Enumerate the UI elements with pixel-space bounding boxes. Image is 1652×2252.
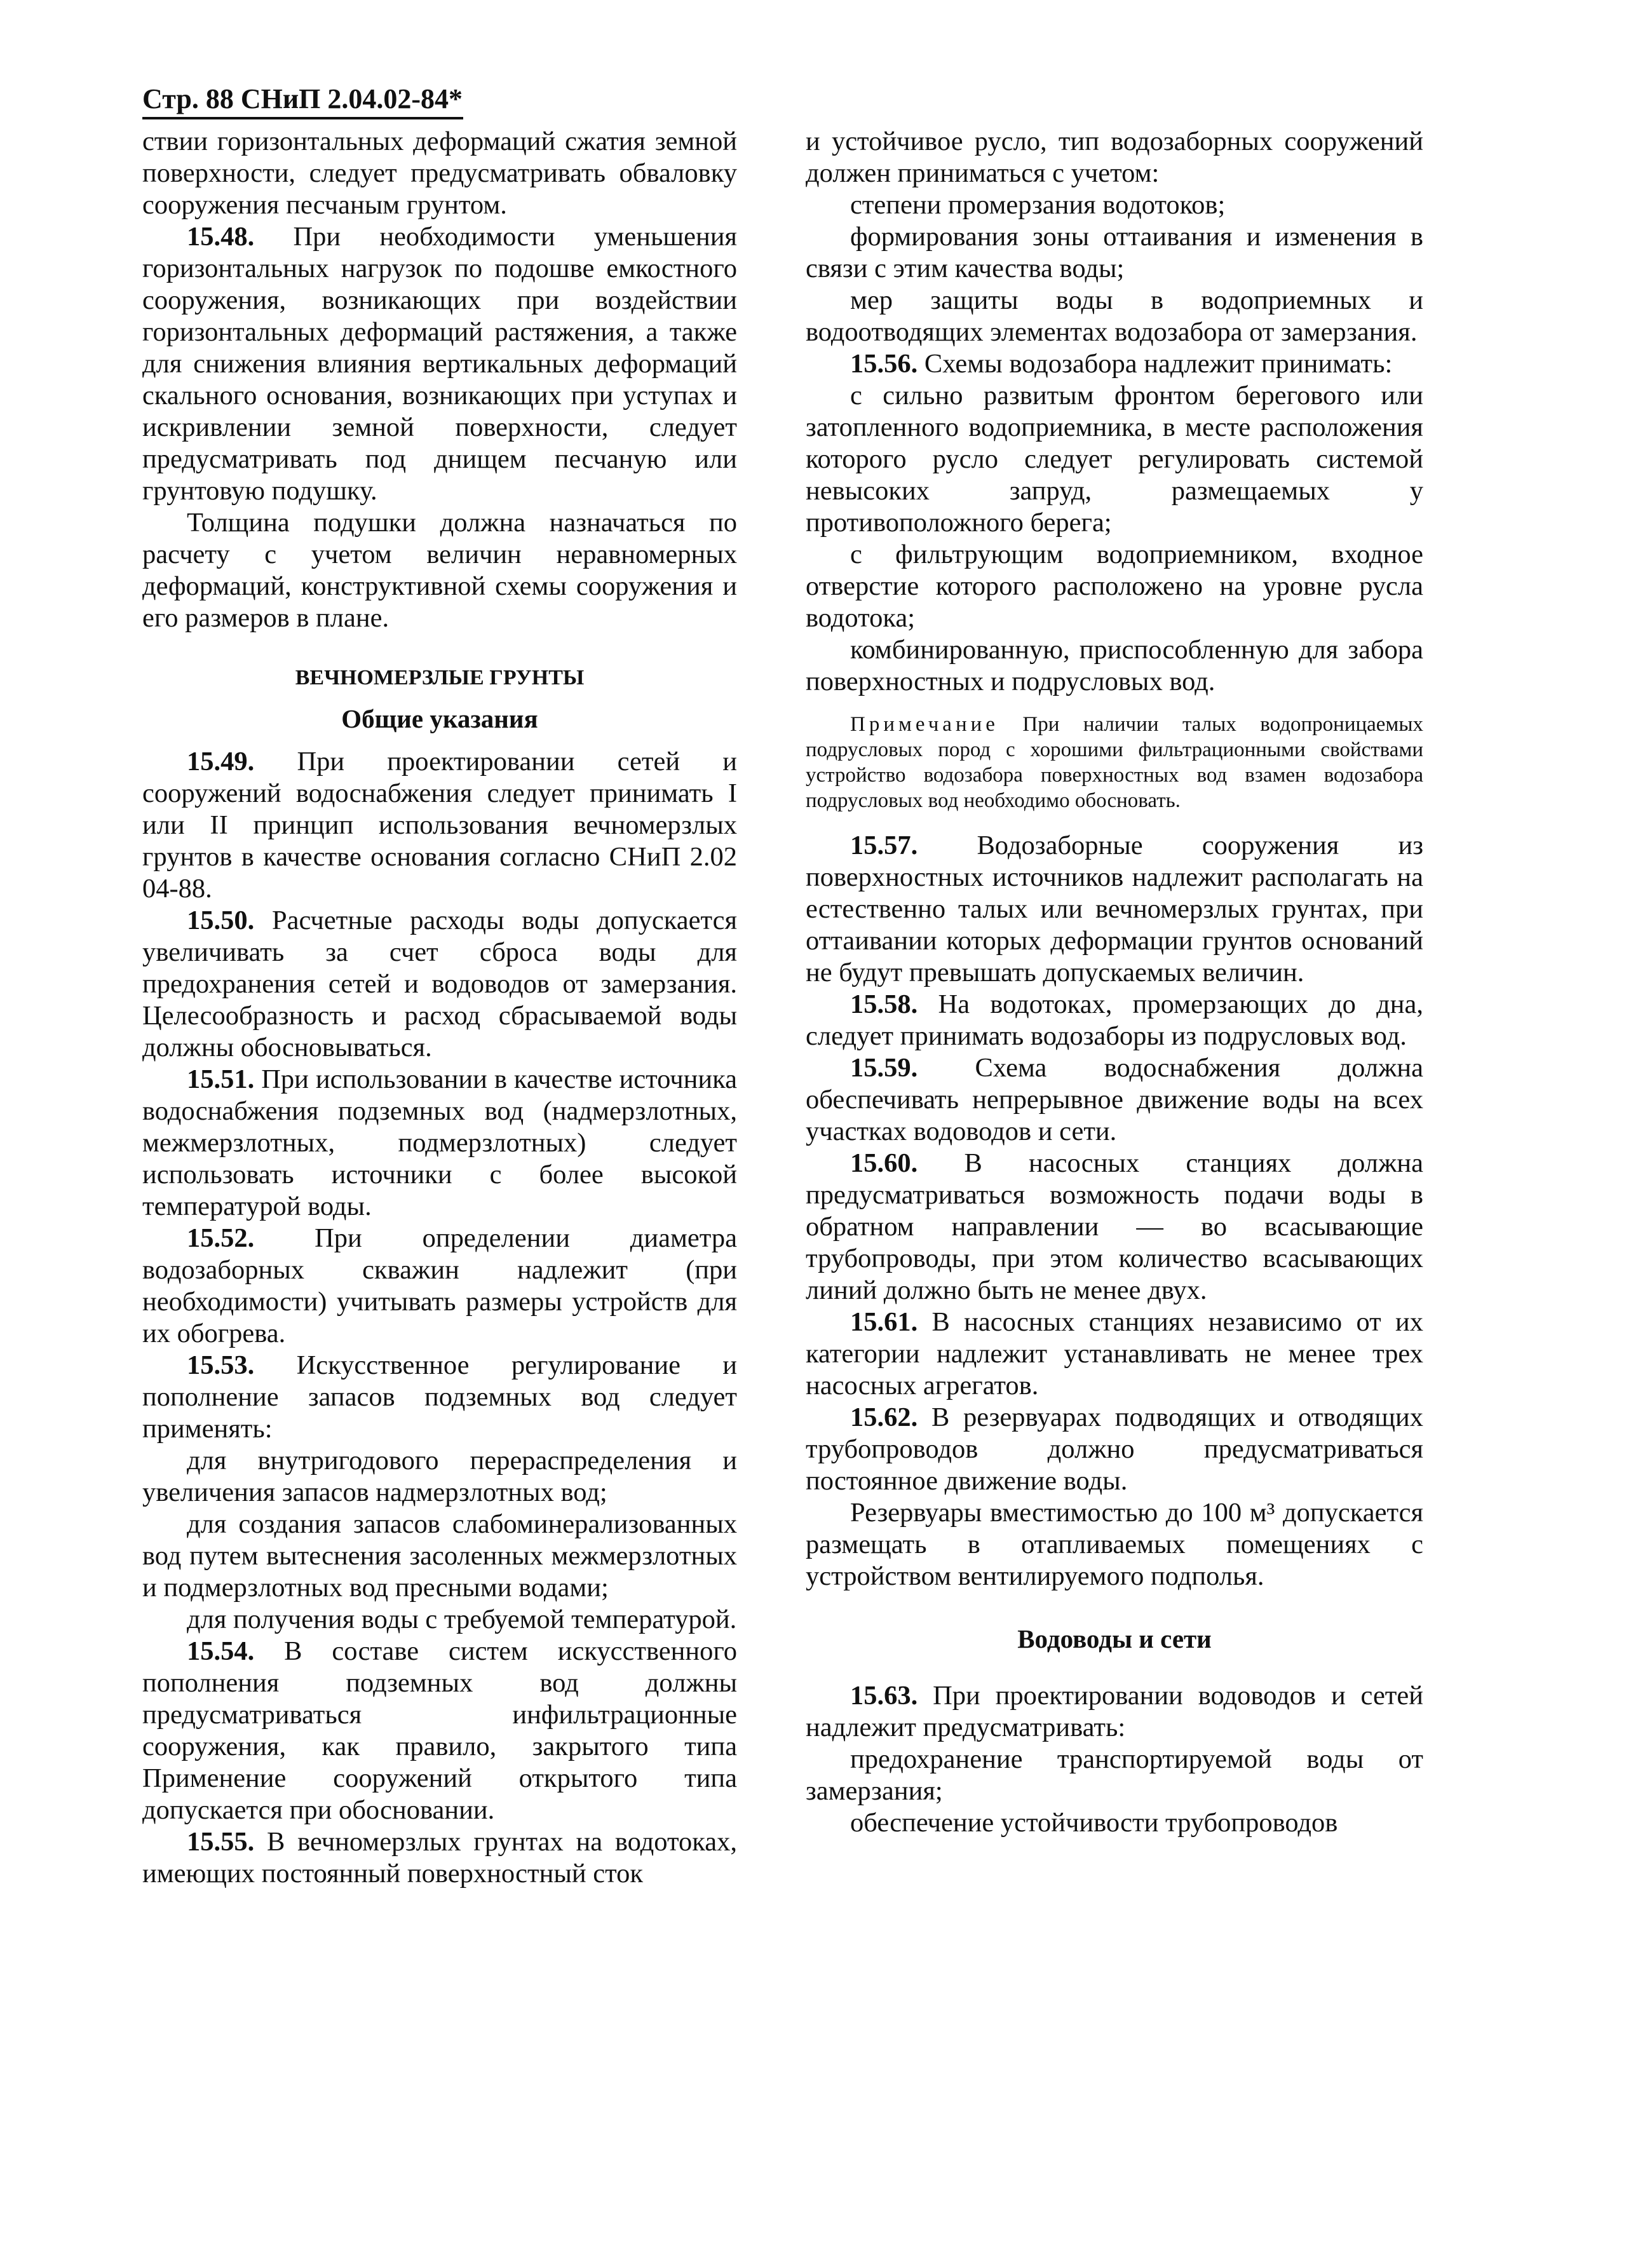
clause-text: При проектировании водоводов и сетей надлежит предусматривать: [806,1681,1423,1742]
list-item: для создания запасов слабоминерализованных вод путем вытеснения засоленных межмерзлотных и подмерзлотных вод пресными водами; [142,1509,737,1603]
clause-number: 15.49. [187,747,255,777]
clause-15-61 [806,1306,1423,1402]
clause-15-57 [806,830,1423,989]
clause-text: В составе систем искусственного пополнения подземных вод должны предусматриваться инфильтрационные сооружения, как правило, закрытого типа Применение сооружений открытого типа допускается при обосновании. [142,1636,737,1825]
clause-number: 15.55. [187,1827,255,1857]
note-label: Примечание [850,713,999,736]
clause-15-49 [142,746,737,905]
list-item: формирования зоны оттаивания и изменения в связи с этим качества воды; [806,222,1423,283]
list-item: для получения воды с требуемой температурой. [187,1604,737,1634]
clause-number: 15.61. [850,1307,918,1337]
list-item: предохранение транспортируемой воды от замерзания; [806,1744,1423,1806]
list-item: мер защиты воды в водоприемных и водоотводящих элементах водозабора от замерзания. [806,285,1423,347]
paragraph: и устойчивое русло, тип водозаборных сооружений должен приниматься с учетом: [806,126,1423,188]
clause-number: 15.54. [187,1636,255,1666]
subsection-title: Водоводы и сети [1017,1624,1212,1653]
paragraph: Резервуары вместимостью до 100 м³ допускается размещать в отапливаемых помещениях с устройством вентилируемого подполья. [806,1498,1423,1591]
clause-text: Водозаборные сооружения из поверхностных источников надлежит располагать на естественно талых или вечномерзлых грунтах, при оттаивании которых деформации грунтов оснований не будут превышать допускаемых величин. [806,831,1423,987]
clause-15-58 [806,989,1423,1052]
clause-text: При проектировании сетей и сооружений водоснабжения следует принимать I или II принцип использования вечномерзлых грунтов в качестве основания согласно СНиП 2.02 04-88. [142,747,737,904]
clause-number: 15.52. [187,1223,255,1253]
paragraph: Толщина подушки должна назначаться по расчету с учетом величин неравномерных деформаций, конструктивной схемы сооружения и его размеров в плане. [142,508,737,633]
clause-number: 15.62. [850,1402,918,1432]
clause-15-53 [142,1350,737,1445]
list-item: с сильно развитым фронтом берегового или затопленного водоприемника, в месте расположения которого русло следует регулировать системой невысоких запруд, размещаемых у противоположного берега; [806,381,1423,538]
clause-number: 15.58. [850,989,918,1019]
clause-text: Схемы водозабора надлежит принимать: [917,349,1393,379]
left-column [142,126,737,1890]
clause-15-54 [142,1636,737,1826]
clause-15-50 [142,905,737,1064]
section-title: ВЕЧНОМЕРЗЛЫЕ ГРУНТЫ [295,666,585,689]
clause-15-52 [142,1223,737,1350]
subsection-title: Общие указания [341,704,538,733]
clause-number: 15.51. [187,1064,255,1094]
paragraph: ствии горизонтальных деформаций сжатия земной поверхности, следует предусматривать обваловку сооружения песчаным грунтом. [142,126,737,220]
clause-text: В вечномерзлых грунтах на водотоках, имеющих постоянный поверхностный сток [142,1827,737,1889]
clause-number: 15.56. [850,349,918,379]
list-item: для внутригодового перераспределения и увеличения запасов надмерзлотных вод; [142,1446,737,1507]
list-item: комбинированную, приспособленную для забора поверхностных и подрусловых вод. [806,635,1423,696]
clause-15-48 [142,221,737,507]
clause-15-60 [806,1148,1423,1306]
list-item: степени промерзания водотоков; [850,190,1226,220]
right-column [806,126,1423,1839]
clause-text: В резервуарах подводящих и отводящих трубопроводов должно предусматриваться постоянное движение воды. [806,1402,1423,1496]
list-item: с фильтрующим водоприемником, входное отверстие которого расположено на уровне русла водотока; [806,539,1423,633]
list-item: обеспечение устойчивости трубопроводов [850,1808,1338,1838]
note-text: При наличии талых водопроницаемых подрусловых пород с хорошими фильтрационными свойствами устройство водозабора поверхностных вод взамен водозабора подрусловых вод необходимо обосновать. [806,713,1423,812]
clause-15-63 [806,1680,1423,1744]
note [806,712,1423,813]
clause-15-56 [806,348,1423,380]
clause-text: На водотоках, промерзающих до дна, следует принимать водозаборы из подрусловых вод. [806,989,1423,1051]
clause-text: При использовании в качестве источника водоснабжения подземных вод (надмерзлотных, межмерзлотных, подмерзлотных) следует использовать источники с более высокой температурой воды. [142,1064,737,1221]
clause-15-62 [806,1402,1423,1497]
clause-15-59 [806,1052,1423,1148]
clause-number: 15.50. [187,906,255,935]
page-header: Стр. 88 СНиП 2.04.02-84* [142,81,463,119]
clause-number: 15.48. [187,222,255,252]
clause-text: Расчетные расходы воды допускается увеличивать за счет сброса воды для предохранения сетей и водоводов от замерзания. Целесообразность и расход сбрасываемой воды должны обосновываться. [142,906,737,1062]
clause-text: Искусственное регулирование и пополнение запасов подземных вод следует применять: [142,1350,737,1444]
clause-text: В насосных станциях независимо от их категории надлежит устанавливать не менее трех насосных агрегатов. [806,1307,1423,1401]
clause-number: 15.53. [187,1350,255,1380]
clause-number: 15.59. [850,1053,918,1083]
clause-number: 15.57. [850,831,918,860]
clause-text: При определении диаметра водозаборных скважин надлежит (при необходимости) учитывать размеры устройств для их обогрева. [142,1223,737,1348]
clause-number: 15.60. [850,1148,918,1178]
clause-15-55 [142,1826,737,1890]
clause-number: 15.63. [850,1681,918,1711]
clause-text: При необходимости уменьшения горизонтальных нагрузок по подошве емкостного сооружения, возникающих при воздействии горизонтальных деформаций растяжения, а также для снижения влияния вертикальных деформаций скального основания, возникающих при уступах и искривлении земной поверхности, следует предусматривать под днищем песчаную или грунтовую подушку. [142,222,737,506]
clause-15-51 [142,1064,737,1223]
clause-text: В насосных станциях должна предусматриваться возможность подачи воды в обратном направлении — во всасывающие трубопроводы, при этом количество всасывающих линий должно быть не менее двух. [806,1148,1423,1305]
clause-text: Схема водоснабжения должна обеспечивать непрерывное движение воды на всех участках водоводов и сети. [806,1053,1423,1146]
